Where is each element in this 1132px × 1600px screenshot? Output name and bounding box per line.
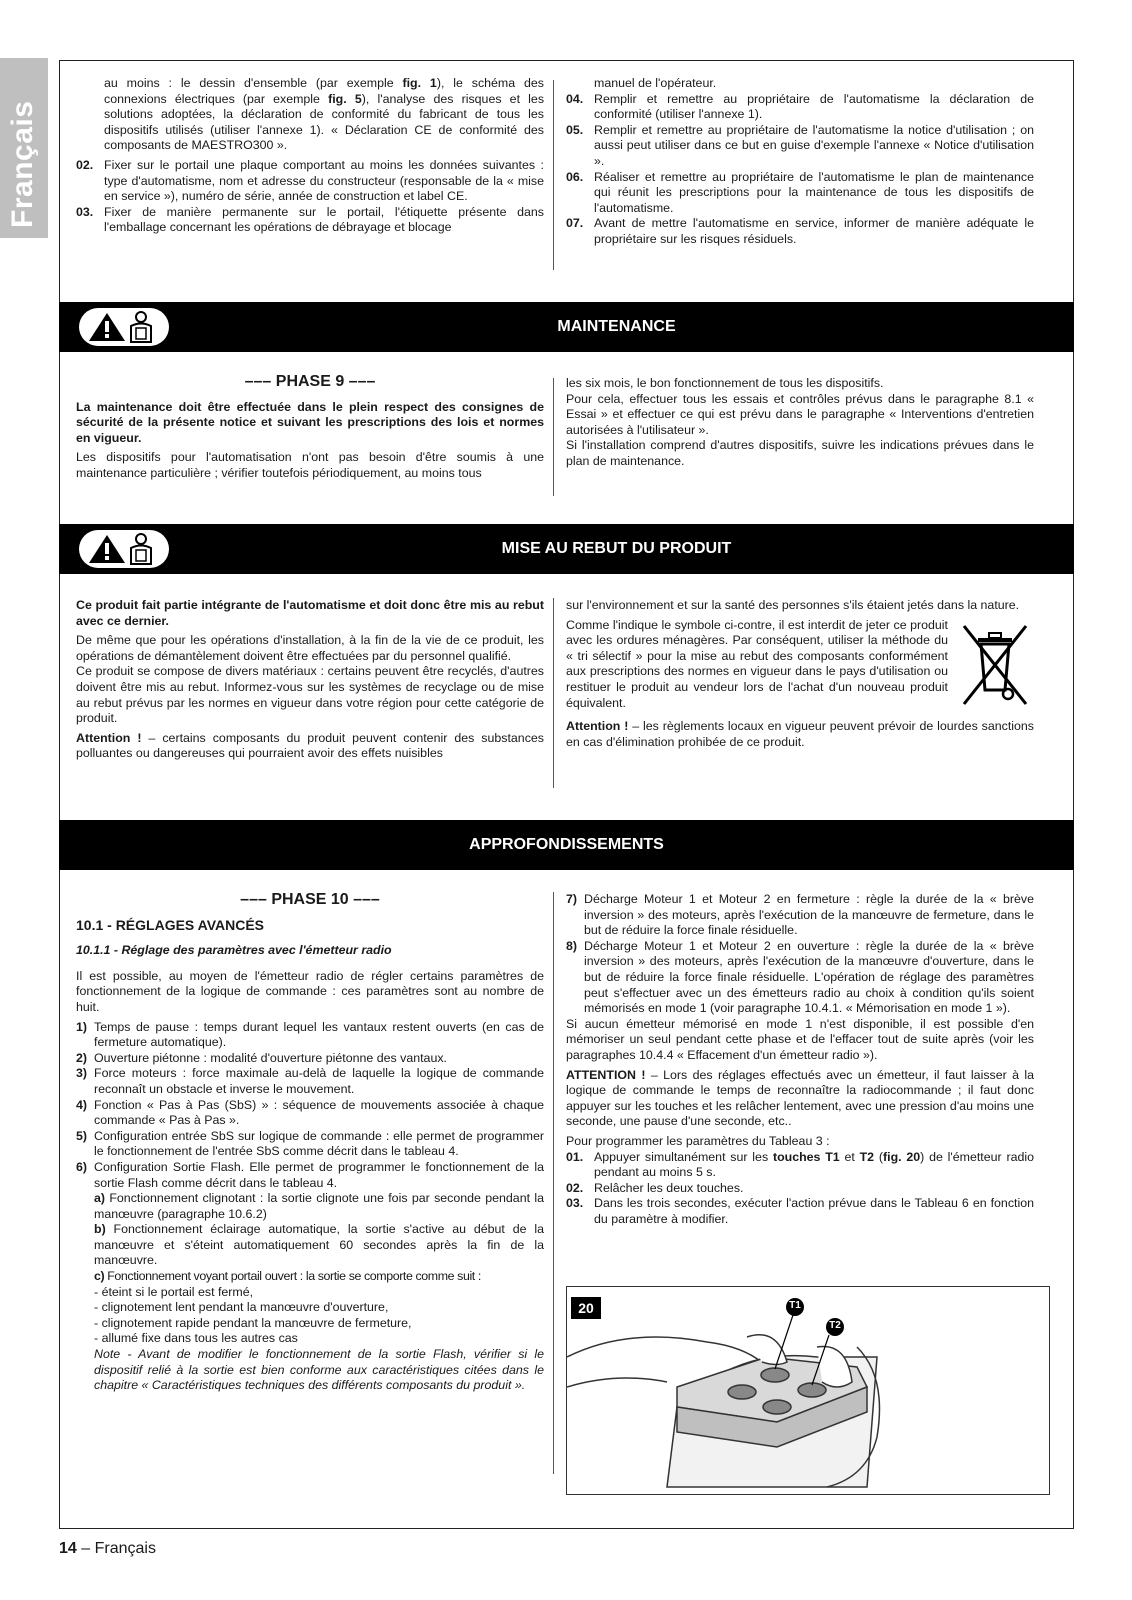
sub-item-b: b) Fonctionnement éclairage automatique, la sortie s'active au début de la manœuvre et s'éteint automatiquement 60 secondes après la fin de la manœuvre. [94,1222,544,1268]
disposal-paragraph: Ce produit se compose de divers matériaux : certains peuvent être recyclés, d'autres doivent être mis au rebut. Informez-vous sur les systèmes de recyclage ou de mise au rebut prévus par les normes en vigueur dans votre région pour cette catégorie de produit. [76,664,544,726]
list-item: 03. Fixer de manière permanente sur le portail, l'étiquette présente dans l'emballage concernant les opérations de débrayage et blocage [76,204,544,235]
step-item: 01. Appuyer simultanément sur les touches T1 et T2 (fig. 20) de l'émetteur radio pendant au moins 5 s. [566,1149,1034,1180]
sub-item-a: a) Fonctionnement clignotant : la sortie clignote une fois par seconde pendant la manœuvre (paragraphe 10.6.2) [94,1191,544,1221]
maintenance-right-column [566,376,1034,470]
maintenance-banner [59,302,1074,352]
remote-hand-illustration [567,1287,1049,1494]
dash-item: - allumé fixe dans tous les autres cas [94,1331,298,1346]
subsection-heading: 10.1.1 - Réglage des paramètres avec l'émetteur radio [76,943,392,958]
dash-item: - éteint si le portail est fermé, [94,1284,254,1299]
list-item: 5) Configuration entrée SbS sur logique de commande : elle permet de programmer le fonctionnement de l'entrée SbS comme décrit dans le tableau 4. [76,1128,544,1159]
disposal-attention: Attention ! – les règlements locaux en vigueur peuvent prévoir de lourdes sanctions en cas d'élimination prohibée de ce produit. [566,719,1034,749]
dash-item: - clignotement rapide pendant la manœuvre de fermeture, [94,1315,412,1330]
attention-paragraph: ATTENTION ! – Lors des réglages effectués avec un émetteur, il faut laisser à la logique de commande le temps de reconnaître la radiocommande ; il faut donc appuyer sur les touches et les relâcher lentement, avec une pression d'au moins une seconde, une pause d'une seconde, etc.. [566,1067,1035,1129]
t1-label: T1 [789,1300,801,1311]
disposal-left-column [76,598,544,766]
list-item: 7) Décharge Moteur 1 et Moteur 2 en fermeture : règle la durée de la « brève inversion » des moteurs, après l'exécution de la manœuvre de fermeture, dans le but de réduire la force finale résiduelle. [566,892,1034,938]
maintenance-paragraph: Les dispositifs pour l'automatisation n'ont pas besoin d'être soumis à une maintenance particulière ; vérifier toutefois périodiquement, au moins tous [76,450,544,480]
list-item: 04. Remplir et remettre au propriétaire de l'automatisme la déclaration de conformité (utiliser l'annexe 1). [566,91,1034,122]
list-item: 2) Ouverture piétonne : modalité d'ouverture piétonne des vantaux. [76,1050,447,1065]
list-item: 05. Remplir et remettre au propriétaire de l'automatisme la notice d'utilisation ; on aussi peut utiliser dans ce but en guise d'exemple l'annexe « Notice d'utilisation ». [566,122,1034,168]
list-item: 07. Avant de mettre l'automatisme en service, informer de manière adéquate le propriétaire sur les risques résiduels. [566,216,1034,246]
step-item: 02. Relâcher les deux touches. [566,1180,744,1195]
phase-10-heading: ––– PHASE 10 ––– [240,891,380,908]
list-item: 6) Configuration Sortie Flash. Elle permet de programmer le fonctionnement de la sortie Flash comme décrit dans le tableau 4. [76,1159,544,1190]
disposal-paragraph: sur l'environnement et sur la santé des personnes s'ils étaient jetés dans la nature. [566,598,1020,612]
step-item: 03. Dans les trois secondes, exécuter l'action prévue dans le Tableau 6 en fonction du paramètre à modifier. [566,1196,1034,1226]
sub-item-c: c) Fonctionnement voyant portail ouvert : la sortie se comporte comme suit : [94,1269,481,1284]
crossed-bin-icon [956,620,1034,710]
maintenance-paragraph: Pour cela, effectuer tous les essais et contrôles prévus dans le paragraphe 8.1 « Essai » et effectuer ce qui est prévu dans le paragraphe « Interventions d'entretien autorisées à l'utilisateur ». [566,391,1034,437]
item-01-continuation: au moins : le dessin d'ensemble (par exemple fig. 1), le schéma des connexions électriques (par exemple fig. 5), l'analyse des risques et les solutions adoptées, la déclaration de conformité du fabricant de tous les dispositifs utilisés (utiliser l'annexe 1). « Déclaration CE de conformité des composants de MAESTRO300 ». [104,76,545,153]
maintenance-title: MAINTENANCE [557,318,676,335]
intro-paragraph: Il est possible, au moyen de l'émetteur radio de régler certains paramètres de fonctionnement de la logique de commande : ces paramètres sont au nombre de huit. [76,968,544,1014]
disposal-paragraph: Comme l'indique le symbole ci-contre, il est interdit de jeter ce produit avec les ordures ménagères. Par conséquent, utiliser la méthode du « tri sélectif » pour la mise au rebut des composants conformément aux prescriptions des normes en vigueur dans le pays d'utilisation ou restituer le produit au vendeur lors de l'achat d'un nouveau produit équivalent. [566,617,948,710]
phase-10-left-column [76,890,544,1394]
disposal-title: MISE AU REBUT DU PRODUIT [501,540,732,557]
disposal-banner [59,524,1074,574]
list-item: 02. Fixer sur le portail une plaque comportant au moins les données suivantes : type d'automatisme, nom et adresse du constructeur (responsable de la « mise en service »), numéro de série, année de construction et label CE. [76,157,544,204]
column-divider [553,598,554,788]
paragraph: Si aucun émetteur mémorisé en mode 1 n'est disponible, il est possible d'en mémoriser un seul pendant cette phase et de l'effacer tout de suite après (voir les paragraphes 10.4.4 « Effacement d'un émetteur radio »). [566,1016,1034,1062]
list-item: 4) Fonction « Pas à Pas (SbS) » : séquence de mouvements associée à chaque commande « Pas à Pas ». [76,1097,544,1128]
column-divider [553,378,554,496]
approfondissements-title: APPROFONDISSEMENTS [469,836,664,853]
column-divider [553,80,554,270]
flash-note: Note - Avant de modifier le fonctionnement de la sortie Flash, vérifier si le dispositif relié à la sortie est bien conforme aux caractéristiques citées dans le chapitre « Caractéristiques techniques des différents composants du produit ». [94,1347,544,1393]
figure-20 [566,1286,1050,1495]
top-right-column [566,76,1034,248]
phase-9-heading: ––– PHASE 9 ––– [244,373,376,390]
item-03-continuation: manuel de l'opérateur. [594,76,717,90]
language-tab-label: Français [6,100,39,228]
page-footer: 14 – Français [59,1540,156,1557]
disposal-right-column [566,598,1034,754]
disposal-paragraph: De même que pour les opérations d'installation, à la fin de la vie de ce produit, les opérations de démantèlement doivent être effectuées par du personnel qualifié. [76,633,544,663]
approfondissements-banner [59,820,1074,870]
column-divider [553,892,554,1474]
section-heading: 10.1 - RÉGLAGES AVANCÉS [76,916,265,933]
weee-block [566,618,1034,712]
phase-10-right-column [566,892,1034,1227]
maintenance-paragraph: Si l'installation comprend d'autres dispositifs, suivre les indications prévues dans le plan de maintenance. [566,438,1034,468]
list-item: 1) Temps de pause : temps durant lequel les vantaux restent ouverts (en cas de fermeture automatique). [76,1019,544,1050]
list-item: 06. Réaliser et remettre au propriétaire de l'automatisme le plan de maintenance qui réunit les prescriptions pour la maintenance de tous les dispositifs de l'automatisme. [566,169,1034,215]
t2-label: T2 [829,1320,841,1331]
disposal-attention: Attention ! – certains composants du produit peuvent contenir des substances polluantes ou dangereuses qui pourraient avoir des effets nuisibles [76,730,544,761]
list-item: 3) Force moteurs : force maximale au-delà de laquelle la logique de commande reconnaît un obstacle et inverse le mouvement. [76,1066,544,1096]
maintenance-paragraph: les six mois, le bon fonctionnement de tous les dispositifs. [566,376,884,390]
dash-item: - clignotement lent pendant la manœuvre d'ouverture, [94,1300,389,1315]
maintenance-left-column [76,372,544,486]
disposal-bold-notice: Ce produit fait partie intégrante de l'automatisme et doit donc être mis au rebut avec ce dernier. [76,598,544,628]
paragraph: Pour programmer les paramètres du Tableau 3 : [566,1133,830,1148]
top-left-column [76,76,544,236]
maintenance-bold-notice: La maintenance doit être effectuée dans le plein respect des consignes de sécurité de la présente notice et suivant les prescriptions des lois et normes en vigueur. [76,399,544,445]
language-side-tab [0,58,48,238]
list-item: 8) Décharge Moteur 1 et Moteur 2 en ouverture : règle la durée de la « brève inversion » des moteurs, après l'exécution de la manœuvre d'ouverture, dans le but de réduire la force finale résiduelle. L'opération de réglage des paramètres peut s'effectuer avec un des émetteurs radio au choix à condition qu'ils soient mémorisés en mode 1 (voir paragraphe 10.4.1. « Mémorisation en mode 1 »). [566,938,1034,1016]
figure-number: 20 [571,1297,601,1319]
